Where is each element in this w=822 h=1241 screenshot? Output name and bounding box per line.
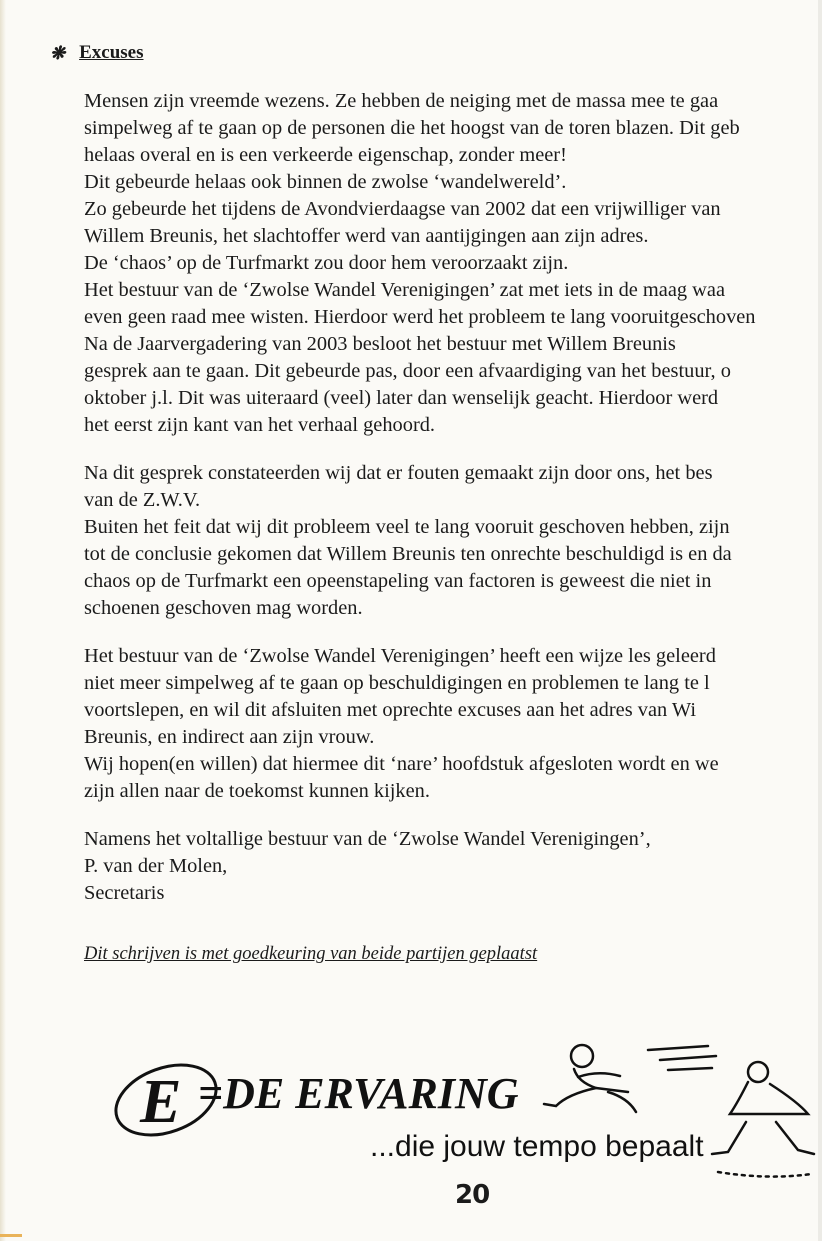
text-line: zijn allen naar de toekomst kunnen kijken. (84, 780, 430, 802)
text-line: chaos op de Turfmarkt een opeenstapeling van factoren is geweest die niet in (84, 570, 712, 592)
text-line: tot de conclusie gekomen dat Willem Breunis ten onrechte beschuldigd is en da (84, 543, 732, 565)
text-line: Na dit gesprek constateerden wij dat er fouten gemaakt zijn door ons, het bes (84, 462, 713, 484)
text-line: schoenen geschoven mag worden. (84, 597, 363, 619)
text-line: Het bestuur van de ‘Zwolse Wandel Verenigingen’ heeft een wijze les geleerd (84, 645, 716, 667)
paragraph-gap (84, 622, 822, 643)
logo-letter: E (140, 1068, 182, 1136)
text-line: Dit gebeurde helaas ook binnen de zwolse ‘wandelwereld’. (84, 171, 567, 193)
footnote: Dit schrijven is met goedkeuring van beide partijen geplaatst (84, 944, 538, 964)
text-line: helaas overal en is een verkeerde eigenschap, zonder meer! (84, 144, 567, 166)
text-line: even geen raad mee wisten. Hierdoor werd het probleem te lang vooruitgeschoven (84, 306, 756, 328)
text-line: voortslepen, en wil dit afsluiten met oprechte excuses aan het adres van Wi (84, 699, 697, 721)
bullet-icon: ❋ (50, 42, 66, 63)
paragraph (84, 826, 822, 907)
text-line: van de Z.W.V. (84, 489, 201, 511)
text-line: P. van der Molen, (84, 855, 228, 877)
text-line: Buiten het feit dat wij dit probleem veel te lang vooruit geschoven hebben, zijn (84, 516, 730, 538)
section-heading (50, 42, 144, 64)
text-line: Wij hopen(en willen) dat hiermee dit ‘nare’ hoofdstuk afgesloten wordt en we (84, 753, 719, 775)
body-text (84, 88, 822, 907)
text-line: het eerst zijn kant van het verhaal gehoord. (84, 414, 436, 436)
page-edge (0, 0, 6, 1241)
page-mark (0, 1234, 22, 1237)
logo (108, 1042, 822, 1192)
text-line: De ‘chaos’ op de Turfmarkt zou door hem veroorzaakt zijn. (84, 252, 569, 274)
logo-title: =DE ERVARING (198, 1069, 519, 1118)
text-line: niet meer simpelweg af te gaan op beschuldigingen en problemen te lang te l (84, 672, 710, 694)
paragraph-gap (84, 439, 822, 460)
text-line: Namens het voltallige bestuur van de ‘Zwolse Wandel Verenigingen’, (84, 828, 651, 850)
paragraph (84, 88, 822, 439)
text-line: Na de Jaarvergadering van 2003 besloot het bestuur met Willem Breunis (84, 333, 676, 355)
text-line: simpelweg af te gaan op de personen die het hoogst van de toren blazen. Dit geb (84, 117, 740, 139)
heading-title: Excuses (79, 42, 144, 63)
text-line: oktober j.l. Dit was uiteraard (veel) later dan wenselijk geacht. Hierdoor werd (84, 387, 719, 409)
text-line: gesprek aan te gaan. Dit gebeurde pas, door een afvaardiging van het bestuur, o (84, 360, 731, 382)
logo-tagline: ...die jouw tempo bepaalt (370, 1130, 704, 1163)
text-line: Willem Breunis, het slachtoffer werd van aantijgingen aan zijn adres. (84, 225, 649, 247)
paragraph-gap (84, 805, 822, 826)
paragraph (84, 643, 822, 805)
text-line: Zo gebeurde het tijdens de Avondvierdaagse van 2002 dat een vrijwilliger van (84, 198, 721, 220)
text-line: Secretaris (84, 882, 165, 904)
page-number: 20 (455, 1180, 490, 1210)
paragraph (84, 460, 822, 622)
text-line: Breunis, en indirect aan zijn vrouw. (84, 726, 375, 748)
text-line: Mensen zijn vreemde wezens. Ze hebben de neiging met de massa mee te gaa (84, 90, 719, 112)
text-line: Het bestuur van de ‘Zwolse Wandel Verenigingen’ zat met iets in de maag waa (84, 279, 726, 301)
